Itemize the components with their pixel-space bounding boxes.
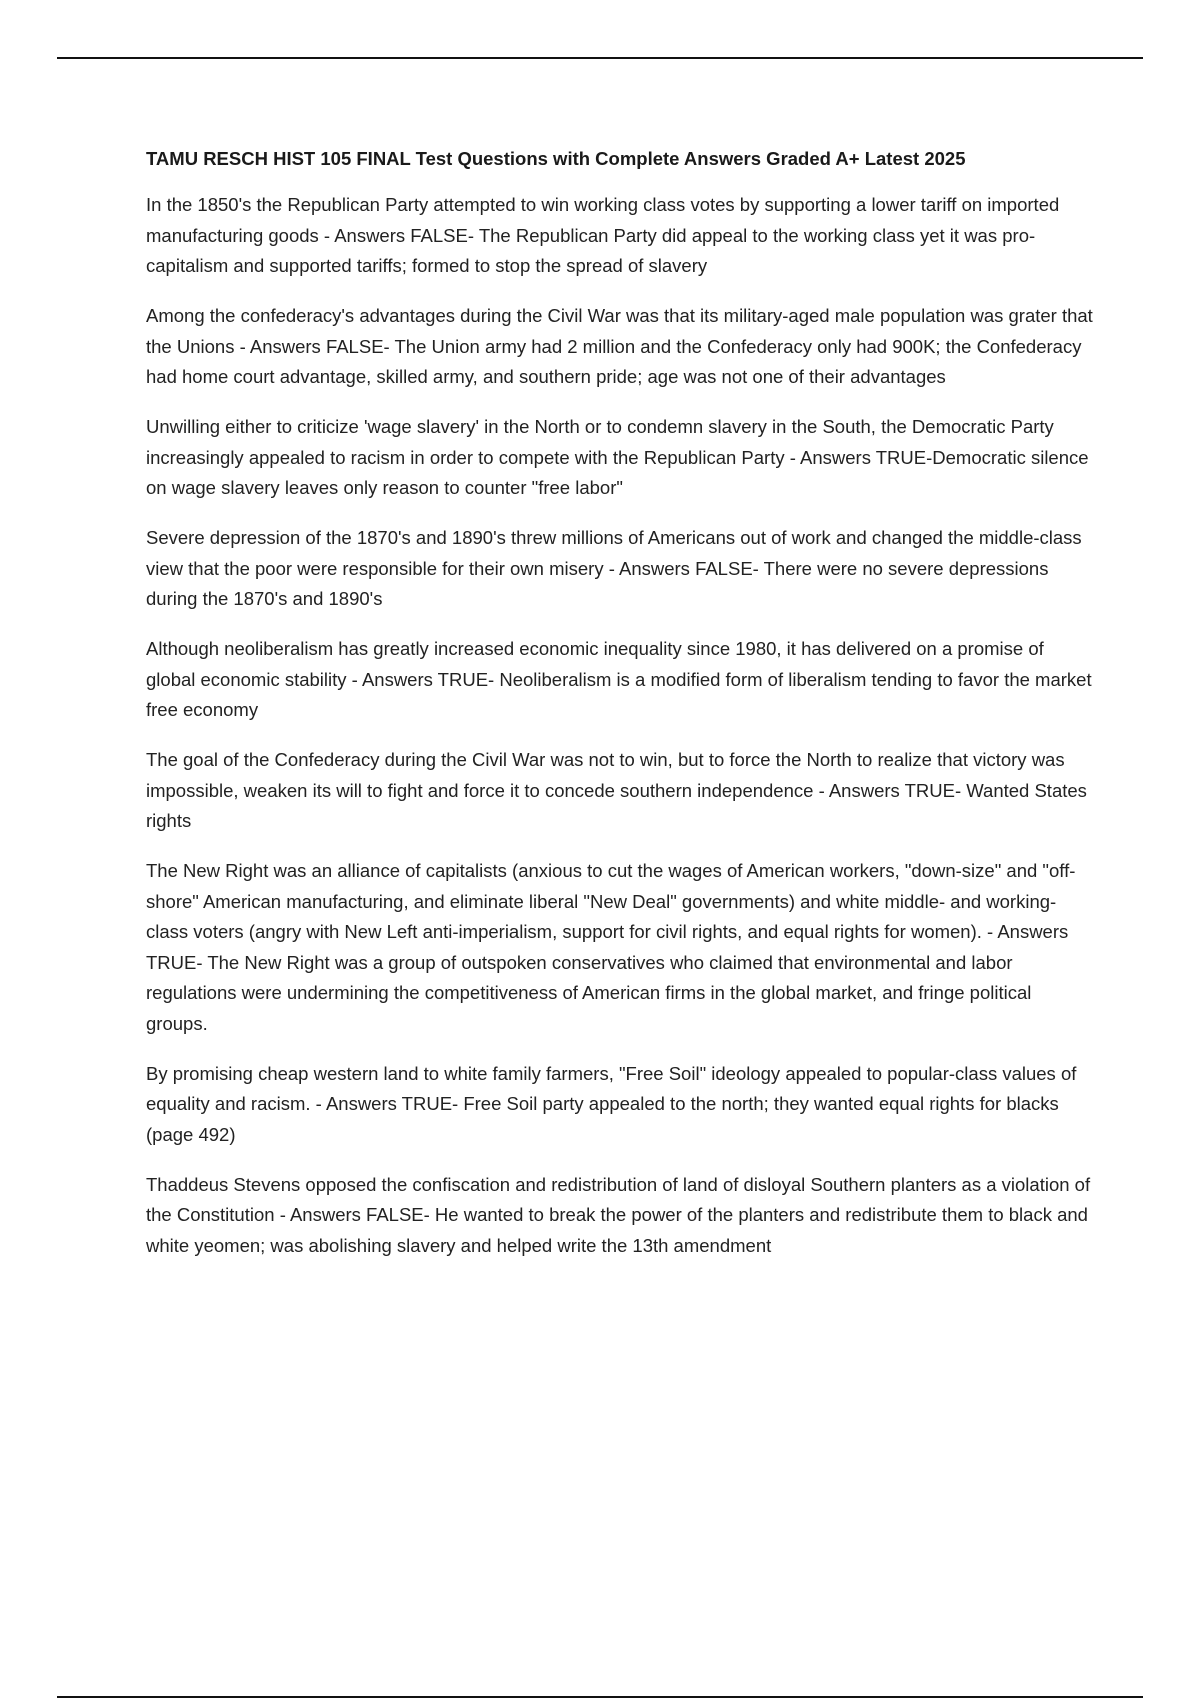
qa-item-3: Unwilling either to criticize 'wage slavery' in the North or to condemn slavery in the South, the Democratic Party increasingly appealed to racism in order to compete with the Republican Party - Answers TRUE-Democratic silence on wage slavery leaves only reason to counter "free labor" — [146, 416, 1089, 498]
qa-item-5: Although neoliberalism has greatly increased economic inequality since 1980, it has delivered on a promise of global economic stability - Answers TRUE- Neoliberalism is a modified form of liberalism tending to favor the market free economy — [146, 638, 1092, 720]
footer-rule — [57, 1696, 1143, 1698]
qa-item-2: Among the confederacy's advantages during the Civil War was that its military-aged male population was grater that the Unions - Answers FALSE- The Union army had 2 million and the Confederacy only had 900K; the Confederacy had home court advantage, skilled army, and southern pride; age was not one of their advantages — [146, 305, 1093, 387]
header-rule — [57, 57, 1143, 59]
qa-item-1: In the 1850's the Republican Party attempted to win working class votes by supporting a lower tariff on imported manufacturing goods - Answers FALSE- The Republican Party did appeal to the working class yet it was pro-capitalism and supported tariffs; formed to stop the spread of slavery — [146, 194, 1060, 276]
qa-item-9: Thaddeus Stevens opposed the confiscation and redistribution of land of disloyal Southern planters as a violation of the Constitution - Answers FALSE- He wanted to break the power of the planters and redistribute them to black and white yeomen; was abolishing slavery and helped write the 13th amendment — [146, 1173, 1091, 1256]
qa-item-4: Severe depression of the 1870's and 1890's threw millions of Americans out of work and changed the middle-class view that the poor were responsible for their own misery - Answers FALSE- There were no severe depressions during the 1870's and 1890's — [146, 527, 1082, 609]
document-title: TAMU RESCH HIST 105 FINAL Test Questions with Complete Answers Graded A+ Latest 2025 — [146, 148, 966, 169]
document-body — [146, 146, 1096, 1281]
qa-item-8: By promising cheap western land to white family farmers, "Free Soil" ideology appealed to popular-class values of equality and racism. - Answers TRUE- Free Soil party appealed to the north; they wanted equal rights for blacks (page 492) — [146, 1062, 1077, 1145]
qa-item-7: The New Right was an alliance of capitalists (anxious to cut the wages of American workers, "down-size" and "off-shore" American manufacturing, and eliminate liberal "New Deal" governments) and white middle- and working-class voters (angry with New Left anti-imperialism, support for civil rights, and equal rights for women). - Answers TRUE- The New Right was a group of outspoken conservatives who claimed that environmental and labor regulations were undermining the competitiveness of American firms in the global market, and fringe political groups. — [146, 860, 1076, 1034]
qa-item-6: The goal of the Confederacy during the Civil War was not to win, but to force the North to realize that victory was impossible, weaken its will to fight and force it to concede southern independence - Answers TRUE- Wanted States rights — [146, 749, 1087, 831]
